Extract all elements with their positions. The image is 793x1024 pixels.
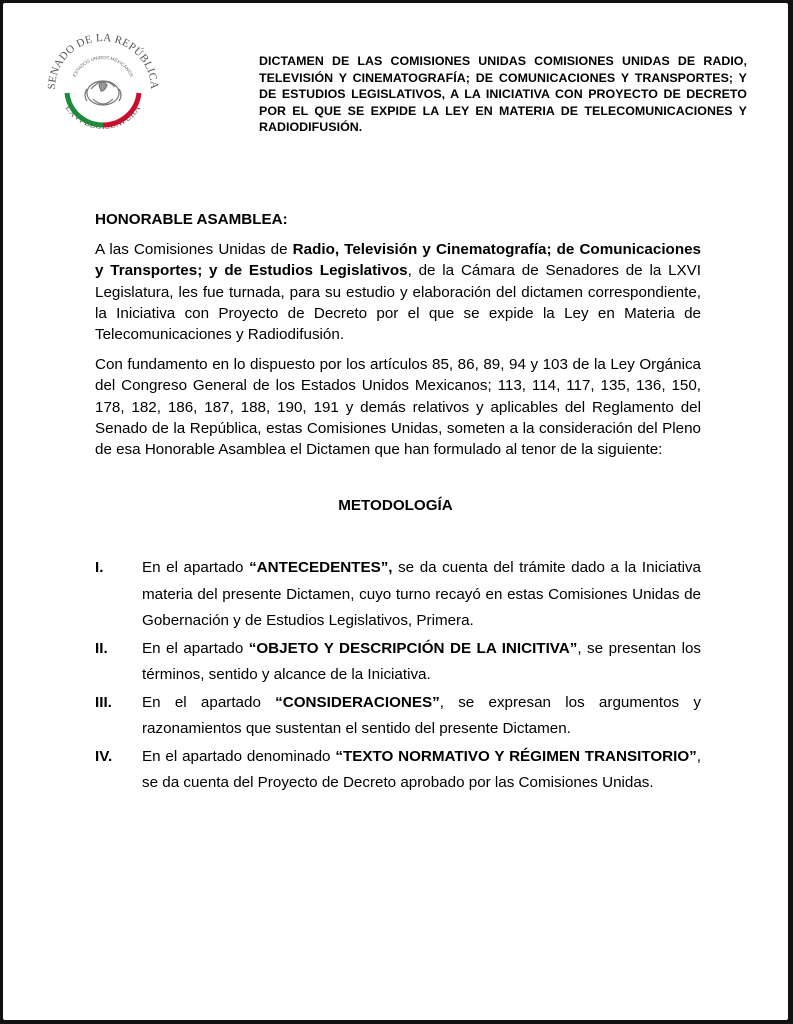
methodology-list <box>95 555 701 798</box>
list-item-text <box>142 555 701 635</box>
list-item <box>95 555 701 635</box>
item-post: , se expresan los argumentos y razonamientos que sustentan el sentido del presente Dictamen. <box>142 693 701 737</box>
list-item <box>95 690 701 743</box>
list-number: I. <box>95 559 104 576</box>
list-item <box>95 744 701 797</box>
intro-text-c: , de la Cámara de Senadores de la LXVI Legislatura, les fue turnada, para su estudio y elaboración del dictamen correspondiente, la Iniciativa con Proyecto de Decreto por el que se expide la Ley en Materia de Telecomunicaciones y Radiodifusión. <box>95 262 701 344</box>
item-post: , se da cuenta del Proyecto de Decreto aprobado por las Comisiones Unidas. <box>142 747 701 791</box>
item-bold: “CONSIDERACIONES” <box>275 693 440 711</box>
svg-text:ESTADOS UNIDOS MEXICANOS: ESTADOS UNIDOS MEXICANOS <box>71 54 135 78</box>
legal-basis-paragraph: Con fundamento en lo dispuesto por los artículos 85, 86, 89, 94 y 103 de la Ley Orgánica del Congreso General de los Estados Unidos Mexicanos; 113, 114, 117, 135, 136, 150, 178, 182, 186, 187, 188, 190, 191 y demás relativos y aplicables del Reglamento del Senado de la República, estas Comisiones Unidas, someten a la consideración del Pleno de esa Honorable Asamblea el Dictamen que han formulado al tenor de la siguiente: <box>95 356 701 459</box>
list-item-text <box>142 744 701 797</box>
item-post: se da cuenta del trámite dado a la Iniciativa materia del presente Dictamen, cuyo turno recayó en estas Comisiones Unidas de Gobernación y de Estudios Legislativos, Primera. <box>142 559 701 629</box>
list-number: IV. <box>95 747 113 765</box>
intro-text-committees: Radio, Televisión y Cinematografía; de Comunicaciones y Transportes; y de Estudios Legislativos <box>95 241 701 280</box>
item-bold: “OBJETO Y DESCRIPCIÓN DE LA INICITIVA” <box>248 639 578 657</box>
methodology-heading: METODOLOGÍA <box>338 497 453 514</box>
list-number: III. <box>95 693 112 711</box>
item-post: , se presentan los términos, sentido y alcance de la Iniciativa. <box>142 639 701 683</box>
salutation: HONORABLE ASAMBLEA: <box>95 211 288 228</box>
intro-text-a: A las Comisiones Unidas de <box>95 241 293 258</box>
item-pre: En el apartado denominado <box>142 747 336 765</box>
svg-text:LXVI LEGISLATURA: LXVI LEGISLATURA <box>63 103 143 131</box>
document-page <box>3 3 788 1020</box>
item-bold: “TEXTO NORMATIVO Y RÉGIMEN TRANSITORIO” <box>335 747 697 765</box>
svg-text:SENADO DE LA REPÚBLICA: SENADO DE LA REPÚBLICA <box>45 31 161 90</box>
item-pre: En el apartado <box>142 559 250 576</box>
item-bold: “ANTECEDENTES”, <box>249 559 393 576</box>
document-title: DICTAMEN DE LAS COMISIONES UNIDAS COMISIONES UNIDAS DE RADIO, TELEVISIÓN Y CINEMATOGRAFÍA; DE COMUNICACIONES Y TRANSPORTES; Y DE ESTUDIOS LEGISLATIVOS, A LA INICIATIVA CON PROYECTO DE DECRETO POR EL QUE SE EXPIDE LA LEY EN MATERIA DE TELECOMUNICACIONES Y RADIODIFUSIÓN. <box>259 54 747 135</box>
list-item <box>95 636 701 689</box>
intro-paragraph <box>95 239 701 345</box>
senate-seal-logo <box>43 29 163 141</box>
item-pre: En el apartado <box>142 693 276 711</box>
list-number: II. <box>95 639 108 657</box>
item-pre: En el apartado <box>142 639 249 657</box>
list-item-text <box>142 636 701 689</box>
list-item-text <box>142 690 701 743</box>
